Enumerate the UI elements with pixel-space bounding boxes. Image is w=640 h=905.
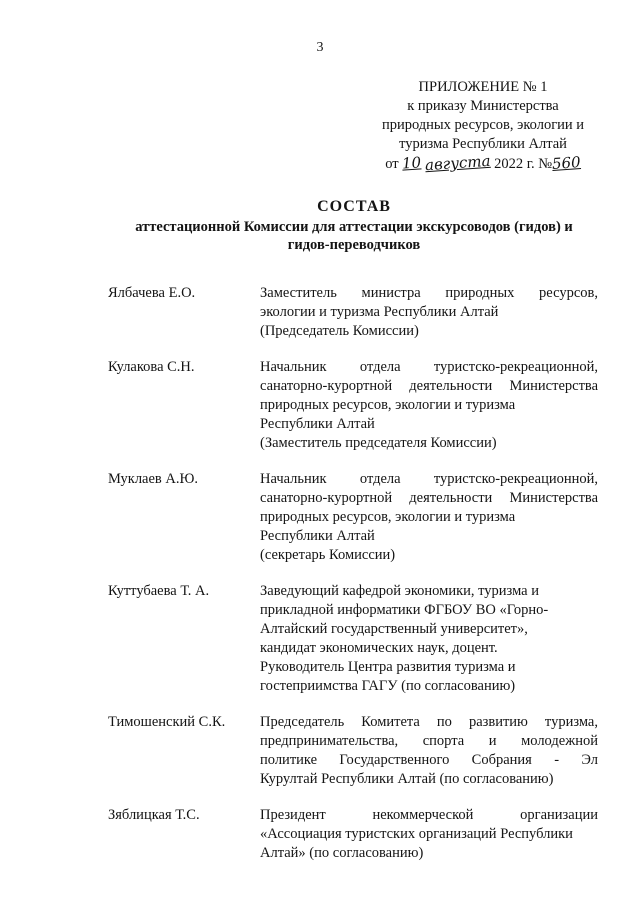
member-position xyxy=(260,582,598,696)
position-line: «Ассоциация туристских организаций Республики xyxy=(260,826,573,842)
appendix-line: к приказу Министерства xyxy=(407,98,559,114)
heading-line: гидов-переводчиков xyxy=(287,237,421,253)
page-number: 3 xyxy=(316,40,324,55)
member-item xyxy=(108,284,598,341)
commission-members-list xyxy=(108,284,598,880)
position-line: Руководитель Центра развития туризма и xyxy=(260,659,516,675)
position-line: Курултай Республики Алтай (по согласованию) xyxy=(260,771,554,787)
member-position xyxy=(260,284,598,341)
position-line: (секретарь Комиссии) xyxy=(260,547,396,563)
position-line: Президент некоммерческой организации xyxy=(260,807,598,823)
position-line: (Председатель Комиссии) xyxy=(260,323,419,339)
handwritten-month: августа xyxy=(424,151,491,175)
order-date-line xyxy=(370,151,596,175)
position-line: Республики Алтай xyxy=(260,528,375,544)
member-position xyxy=(260,358,598,453)
appendix-line: туризма Республики Алтай xyxy=(399,136,567,152)
appendix-block xyxy=(370,78,596,174)
handwritten-order-number: 560 xyxy=(551,153,582,173)
member-name: Тимошенский С.К. xyxy=(108,714,226,730)
position-line: Алтай» (по согласованию) xyxy=(260,845,424,861)
date-year: 2022 г. № xyxy=(494,156,553,172)
position-line: предпринимательства, спорта и молодежной xyxy=(260,733,598,749)
position-line: Заместитель министра природных ресурсов, xyxy=(260,285,598,301)
position-line: природных ресурсов, экологии и туризма xyxy=(260,397,516,413)
member-name: Зяблицкая Т.С. xyxy=(108,807,200,823)
member-name: Ялбачева Е.О. xyxy=(108,285,196,301)
member-item xyxy=(108,358,598,453)
member-item xyxy=(108,713,598,789)
document-title: СОСТАВ xyxy=(317,198,391,215)
appendix-title: ПРИЛОЖЕНИЕ № 1 xyxy=(418,79,548,95)
position-line: санаторно-курортной деятельности Министерства xyxy=(260,378,598,394)
position-line: (Заместитель председателя Комиссии) xyxy=(260,435,497,451)
position-line: политике Государственного Собрания - Эл xyxy=(260,752,598,768)
document-heading xyxy=(100,198,608,255)
position-line: санаторно-курортной деятельности Министерства xyxy=(260,490,598,506)
date-prefix: от xyxy=(385,156,399,172)
appendix-line: природных ресурсов, экологии и xyxy=(381,117,585,133)
member-name: Куттубаева Т. А. xyxy=(108,583,210,599)
member-item xyxy=(108,806,598,863)
member-position xyxy=(260,713,598,789)
position-line: природных ресурсов, экологии и туризма xyxy=(260,509,516,525)
position-line: Алтайский государственный университет», xyxy=(260,621,528,637)
position-line: Начальник отдела туристско-рекреационной, xyxy=(260,471,598,487)
position-line: прикладной информатики ФГБОУ ВО «Горно- xyxy=(260,602,549,618)
position-line: экологии и туризма Республики Алтай xyxy=(260,304,499,320)
member-name: Муклаев А.Ю. xyxy=(108,471,199,487)
position-line: Республики Алтай xyxy=(260,416,375,432)
member-name: Кулакова С.Н. xyxy=(108,359,195,375)
member-position xyxy=(260,470,598,565)
member-item xyxy=(108,470,598,565)
position-line: Председатель Комитета по развитию туризма, xyxy=(260,714,598,730)
handwritten-day: 10 xyxy=(401,153,422,173)
position-line: Начальник отдела туристско-рекреационной, xyxy=(260,359,598,375)
heading-line: аттестационной Комиссии для аттестации экскурсоводов (гидов) и xyxy=(135,218,573,235)
position-line: Заведующий кафедрой экономики, туризма и xyxy=(260,583,539,599)
position-line: кандидат экономических наук, доцент. xyxy=(260,640,498,656)
member-item xyxy=(108,582,598,696)
position-line: гостеприимства ГАГУ (по согласованию) xyxy=(260,678,516,694)
member-position xyxy=(260,806,598,863)
